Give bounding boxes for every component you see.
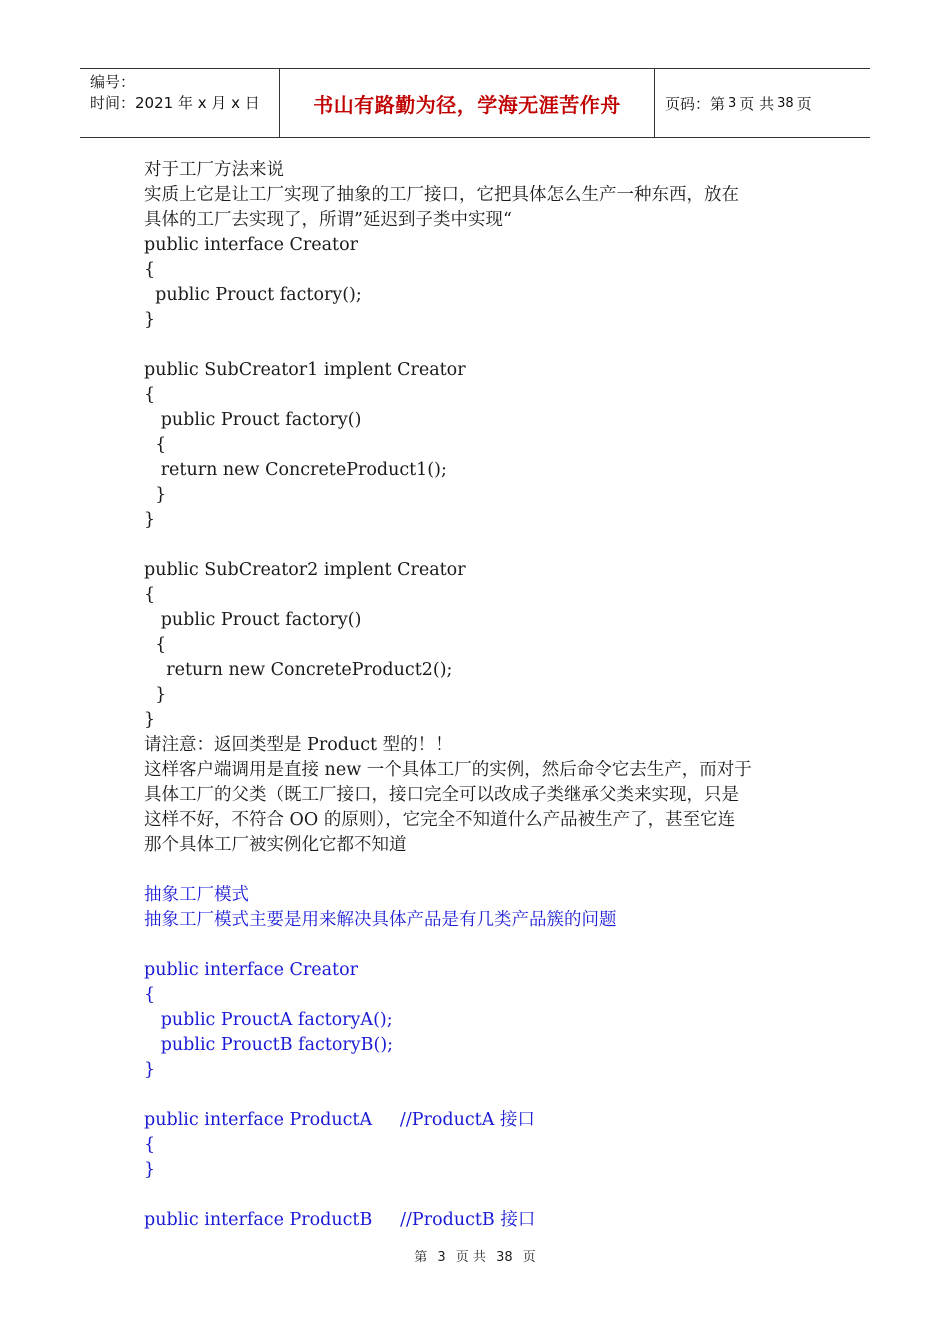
text-line bbox=[144, 933, 814, 958]
text-line: 实质上它是让工厂实现了抽象的工厂接口，它把具体怎么生产一种东西，放在 bbox=[144, 185, 739, 205]
text-line: return new ConcreteProduct2(); bbox=[144, 660, 453, 680]
footer-mid: 页 共 bbox=[455, 1250, 486, 1265]
factory-method-section bbox=[144, 158, 814, 883]
page-total: 38 bbox=[777, 95, 794, 111]
text-line: public interface Creator bbox=[144, 235, 358, 255]
text-line: 具体工厂的父类（既工厂接口，接口完全可以改成子类继承父类来实现，只是 bbox=[144, 785, 739, 805]
text-line: public interface Creator bbox=[144, 960, 358, 980]
text-line: 抽象工厂模式主要是用来解决具体产品是有几类产品簇的问题 bbox=[144, 910, 617, 930]
footer-suffix: 页 bbox=[522, 1250, 536, 1265]
text-line: } bbox=[144, 310, 156, 330]
page-prefix: 页码：第 bbox=[665, 94, 726, 113]
text-line bbox=[144, 1083, 814, 1108]
header-meta bbox=[80, 69, 280, 137]
text-line: public ProuctA factoryA(); bbox=[144, 1010, 393, 1030]
text-line: } bbox=[144, 485, 167, 505]
text-line: public interface ProductB //ProductB 接口 bbox=[144, 1210, 536, 1230]
text-line: 具体的工厂去实现了，所谓”延迟到子类中实现“ bbox=[144, 210, 512, 230]
text-line: } bbox=[144, 710, 156, 730]
text-line: public interface ProductA //ProductA 接口 bbox=[144, 1110, 535, 1130]
text-line: 请注意：返回类型是 Product 型的！！ bbox=[144, 735, 453, 755]
text-line: 对于工厂方法来说 bbox=[144, 160, 284, 180]
page-suffix: 页 bbox=[796, 94, 812, 113]
text-line: } bbox=[144, 510, 156, 530]
page-current: 3 bbox=[728, 95, 737, 111]
text-line: } bbox=[144, 1160, 156, 1180]
text-line: 抽象工厂模式 bbox=[144, 885, 249, 905]
text-line: 那个具体工厂被实例化它都不知道 bbox=[144, 835, 407, 855]
time-label: 时间：2021 年 x 月 x 日 bbox=[90, 94, 260, 112]
text-line: 这样客户端调用是直接 new 一个具体工厂的实例，然后命令它去生产，而对于 bbox=[144, 760, 752, 780]
text-line: { bbox=[144, 385, 156, 405]
document-body bbox=[144, 158, 814, 1233]
footer-current: 3 bbox=[437, 1250, 446, 1265]
text-line: { bbox=[144, 635, 167, 655]
text-line: { bbox=[144, 435, 167, 455]
footer-total: 38 bbox=[496, 1250, 513, 1265]
text-line bbox=[144, 333, 814, 358]
text-line: { bbox=[144, 1135, 156, 1155]
text-line: public Prouct factory() bbox=[144, 410, 362, 430]
header-page-info bbox=[655, 69, 870, 137]
text-line: { bbox=[144, 985, 156, 1005]
text-line bbox=[144, 533, 814, 558]
text-line: } bbox=[144, 1060, 156, 1080]
footer-prefix: 第 bbox=[414, 1250, 428, 1265]
text-line: { bbox=[144, 260, 156, 280]
header-slogan: 书山有路勤为径，学海无涯苦作舟 bbox=[280, 69, 655, 137]
text-line: public Prouct factory() bbox=[144, 610, 362, 630]
text-line: public SubCreator2 implent Creator bbox=[144, 560, 466, 580]
text-line: } bbox=[144, 685, 167, 705]
text-line bbox=[144, 1183, 814, 1208]
text-line: { bbox=[144, 585, 156, 605]
text-line: public ProuctB factoryB(); bbox=[144, 1035, 394, 1055]
number-label: 编号： bbox=[90, 73, 136, 91]
page-footer bbox=[0, 1246, 950, 1265]
abstract-factory-section bbox=[144, 883, 814, 1233]
text-line: public SubCreator1 implent Creator bbox=[144, 360, 466, 380]
text-line: public Prouct factory(); bbox=[144, 285, 362, 305]
text-line: return new ConcreteProduct1(); bbox=[144, 460, 447, 480]
page-mid: 页 共 bbox=[739, 94, 775, 113]
text-line: 这样不好，不符合 OO 的原则），它完全不知道什么产品被生产了，甚至它连 bbox=[144, 810, 736, 830]
page-header bbox=[80, 68, 870, 138]
text-line bbox=[144, 858, 814, 883]
